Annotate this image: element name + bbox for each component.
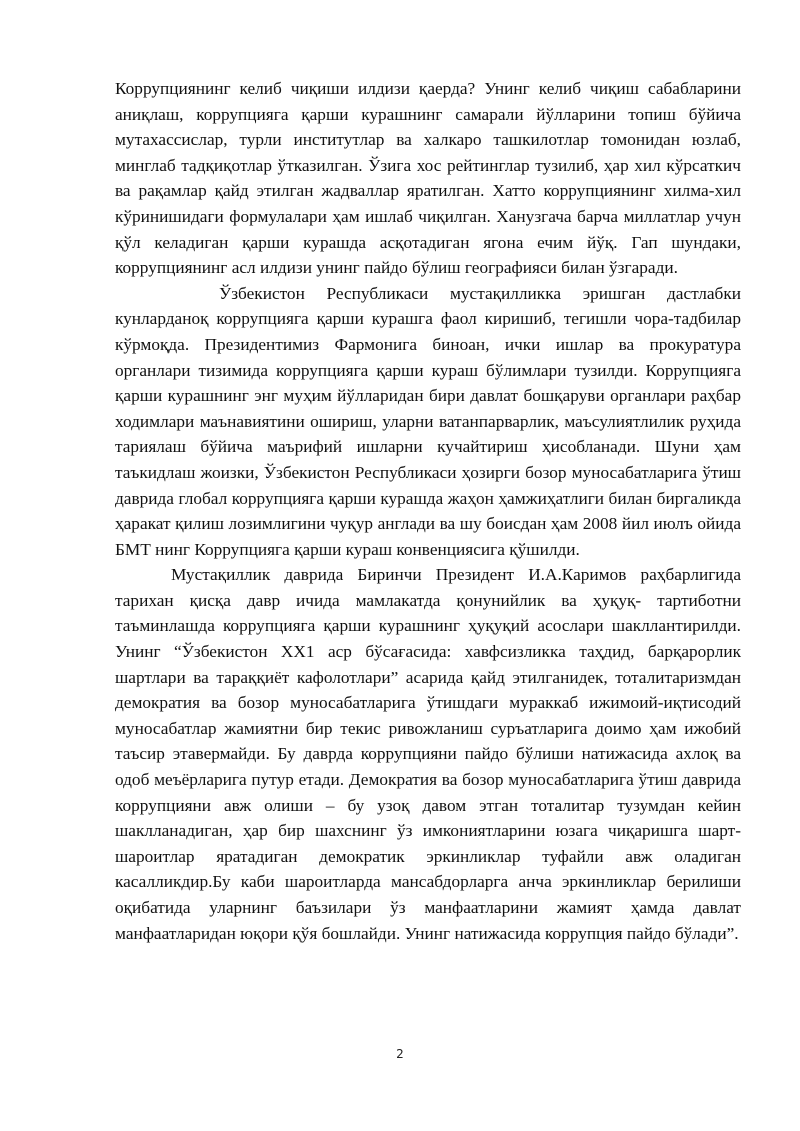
page-number: 2 [396,1047,404,1061]
paragraph-independence-period: Мустақиллик даврида Биринчи Президент И.А.Каримов раҳбарлигида тарихан қисқа давр ичида мамлакатда қонунийлик ва ҳуқуқ- тартиботни таъминлашда коррупцияга қарши курашнинг ҳуқуқий асослари шакллантирилди. Унинг “Ўзбекистон ХХ1 аср бўсағасида: хавфсизликка таҳдид, барқарорлик шартлари ва тараққиёт кафолотлари” асарида қайд этилганидек, тоталитаризмдан демократия ва бозор муносабатларига ўтишдаги мураккаб ижимоий-иқтисодий муносабатлар жамиятни бир текис ривожланиш суръатларига доимо ҳам ижобий таъсир этавермайди. Бу даврда коррупцияни пайдо бўлиши натижасида ахлоқ ва одоб меъёрларига путур етади. Демократия ва бозор муносабатларига ўтиш даврида коррупцияни авж олиши – бу узоқ давом этган тоталитар тузумдан кейин шаклланадиган, ҳар бир шахснинг ўз имкониятларини юзага чиқаришга шарт-шароитлар яратадиган демократик эркинликлар туфайли авж оладиган касалликдир.Бу каби шароитларда мансабдорларга анча эркинликлар берилиши оқибатида уларнинг баъзилари ўз манфаатларини жамият ҳамда давлат манфаатларидан юқори қўя бошлайди. Унинг натижасида коррупция пайдо бўлади”. [115,565,741,943]
body-text [115,76,741,946]
paragraph-corruption-roots: Коррупциянинг келиб чиқиши илдизи қаерда? Унинг келиб чиқиш сабабларини аниқлаш, коррупцияга қарши курашнинг самарали йўлларини топиш бўйича мутахассислар, турли институтлар ва халкаро ташкилотлар томонидан юзлаб, минглаб тадқиқотлар ўтказилган. Ўзига хос рейтинглар тузилиб, ҳар хил кўрсаткич ва рақамлар қайд этилган жадваллар яратилган. Хатто коррупциянинг хилма-хил кўринишидаги формулалари ҳам ишлаб чиқилган. Ханузгача барча миллатлар учун қўл келадиган қарши курашда асқотадиган ягона ечим йўқ. Гап шундаки, коррупциянинг асл илдизи унинг пайдо бўлиш географияси билан ўзгаради. [115,79,741,278]
paragraph-uzbekistan-anticorruption: Ўзбекистон Республикаси мустақилликка эришган дастлабки кунларданоқ коррупцияга қарши курашга фаол киришиб, тегишли чора-тадбилар кўрмоқда. Президентимиз Фармонига биноан, ички ишлар ва прокуратура органлари тизимида коррупцияга қарши кураш бўлимлари тузилди. Коррупцияга қарши курашнинг энг муҳим йўлларидан бири давлат бошқаруви органлари раҳбар ходимлари маънавиятини ошириш, уларни ватанпарварлик, маъсулиятлилик руҳида тариялаш бўйича маърифий ишларни кучайтириш ҳисобланади. Шуни ҳам таъкидлаш жоизки, Ўзбекистон Республикаси ҳозирги бозор муносабатларига ўтиш даврида глобал коррупцияга қарши курашда жаҳон ҳамжиҳатлиги билан биргаликда ҳаракат қилиш лозимлигини чуқур англади ва шу боисдан ҳам 2008 йил июлъ ойида БМТ нинг Коррупцияга қарши кураш конвенциясига қўшилди. [115,283,741,559]
